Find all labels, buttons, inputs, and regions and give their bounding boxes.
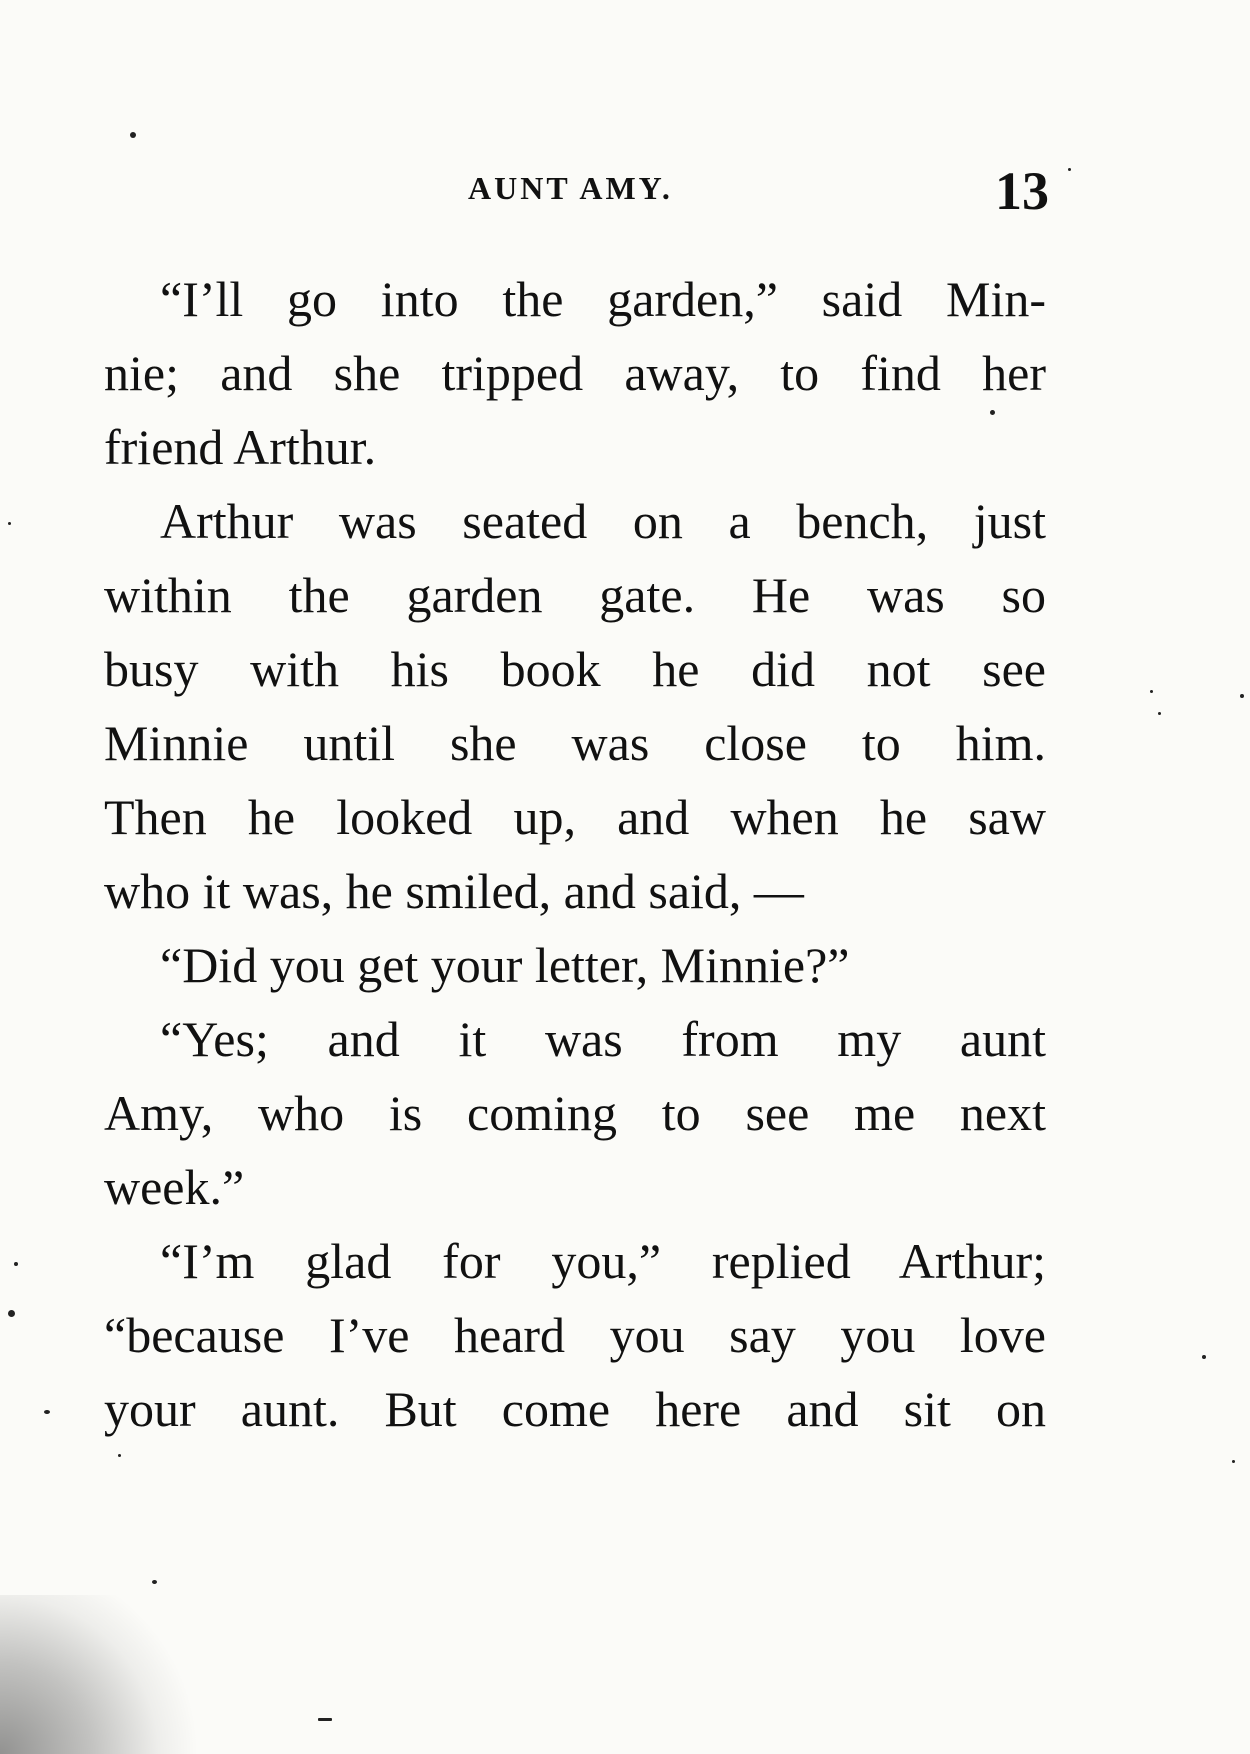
scan-speck [1068,168,1071,171]
scan-speck [8,522,11,525]
scan-speck [130,132,136,138]
scan-speck [8,1310,15,1317]
text-line: week.” [104,1159,245,1215]
text-line: Minnie until she was close to him. [104,715,1046,771]
text-line: “I’m glad for you,” replied Arthur; [160,1233,1046,1289]
page-number: 13 [995,161,1049,221]
text-line: Arthur was seated on a bench, just [160,493,1046,549]
text-line: “Yes; and it was from my aunt [160,1011,1046,1067]
text-line: “because I’ve heard you say you love [104,1307,1046,1363]
text-line: “Did you get your letter, Minnie?” [160,937,850,993]
text-line: your aunt. But come here and sit on [104,1381,1046,1437]
scan-speck [152,1580,157,1584]
scan-speck [1158,712,1161,715]
scan-speck [44,1410,50,1414]
scan-speck [1150,690,1153,693]
scan-speck [1240,694,1244,698]
scan-smudge [0,1595,210,1754]
text-line: friend Arthur. [104,419,377,475]
running-title: AUNT AMY. [468,170,673,206]
body-text [104,262,1046,1446]
scan-speck [118,1454,121,1457]
scan-speck [990,410,995,415]
scan-speck [318,1718,332,1721]
text-line: Amy, who is coming to see me next [104,1085,1046,1141]
text-line: “I’ll go into the garden,” said Min- [160,271,1046,327]
scan-speck [14,1262,18,1266]
scan-speck [1232,1460,1235,1463]
text-line: who it was, he smiled, and said, — [104,863,804,919]
text-line: within the garden gate. He was so [104,567,1046,623]
text-line: busy with his book he did not see [104,641,1046,697]
running-head [0,160,1250,220]
text-line: Then he looked up, and when he saw [104,789,1046,845]
scan-speck [1202,1355,1206,1359]
text-line: nie; and she tripped away, to find her [104,345,1046,401]
